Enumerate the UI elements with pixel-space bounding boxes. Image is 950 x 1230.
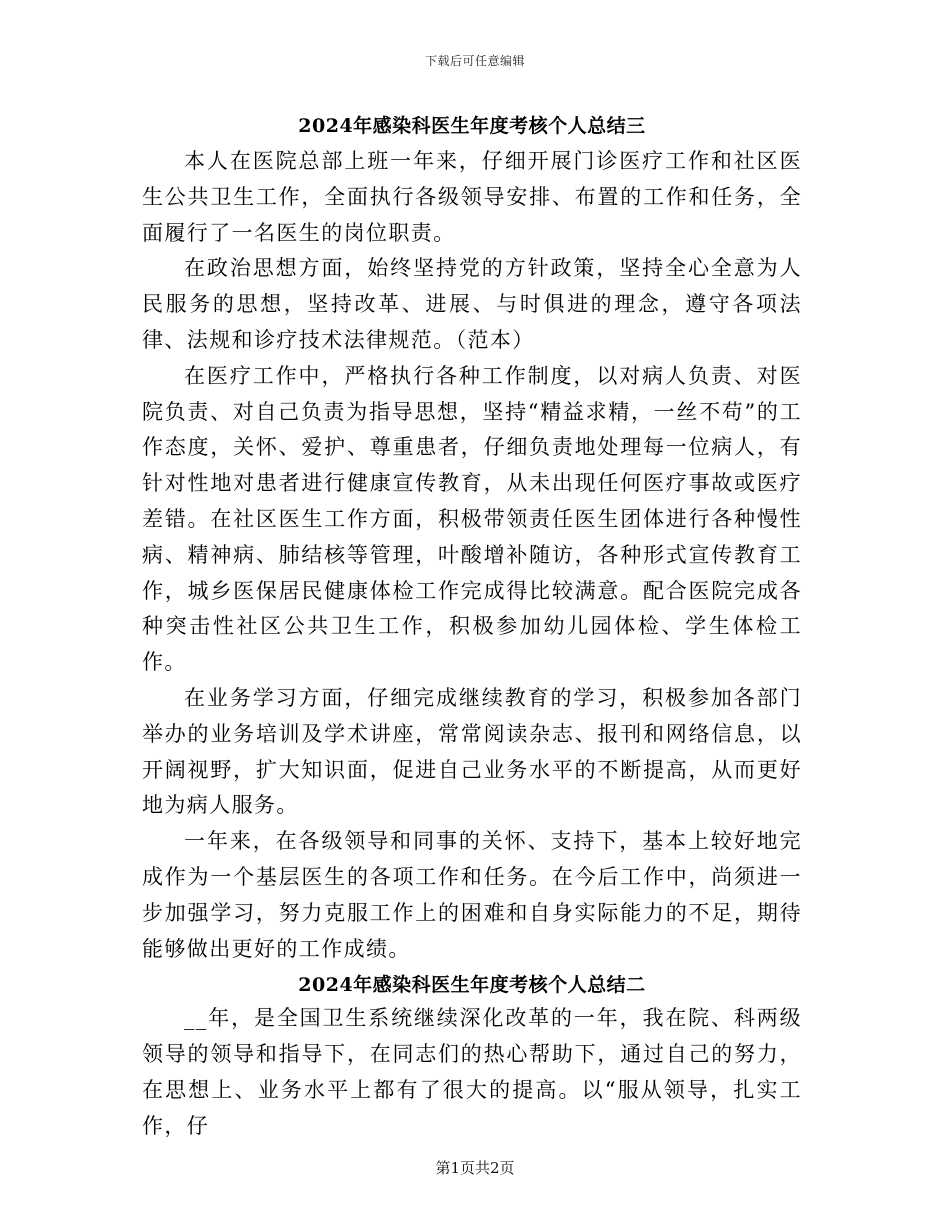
paragraph: __年，是全国卫生系统继续深化改革的一年，我在院、科两级领导的领导和指导下，在同志们的热心帮助下，通过自己的努力，在思想上、业务水平上都有了很大的提高。以“服从领导，扎实工作，仔 (142, 1006, 802, 1138)
paragraph: 一年来，在各级领导和同事的关怀、支持下，基本上较好地完成作为一个基层医生的各项工作和任务。在今后工作中，尚须进一步加强学习，努力克服工作上的困难和自身实际能力的不足，期待能够做出更好的工作成绩。 (142, 829, 802, 961)
paragraph: 本人在医院总部上班一年来，仔细开展门诊医疗工作和社区医生公共卫生工作，全面执行各级领导安排、布置的工作和任务，全面履行了一名医生的岗位职责。 (142, 149, 802, 245)
section-title-1: 2024年感染科医生年度考核个人总结三 (298, 115, 646, 137)
paragraph: 在政治思想方面，始终坚持党的方针政策，坚持全心全意为人民服务的思想，坚持改革、进展、与时俱进的理念，遵守各项法律、法规和诊疗技术法律规范。（范本） (142, 256, 802, 352)
document-body (142, 112, 802, 1145)
section-title-2: 2024年感染科医生年度考核个人总结二 (298, 974, 646, 997)
page-number-footer: 第1页共2页 (435, 1159, 515, 1177)
paragraph: 在医疗工作中，严格执行各种工作制度，以对病人负责、对医院负责、对自己负责为指导思想，坚持“精益求精，一丝不苟”的工作态度，关怀、爱护、尊重患者，仔细负责地处理每一位病人，有针对性地对患者进行健康宣传教育，从未出现任何医疗事故或医疗差错。在社区医生工作方面，积极带领责任医生团体进行各种慢性病、精神病、肺结核等管理，叶酸增补随访，各种形式宣传教育工作，城乡医保居民健康体检工作完成得比较满意。配合医院完成各种突击性社区公共卫生工作，积极参加幼儿园体检、学生体检工作。 (142, 363, 802, 675)
paragraph: 在业务学习方面，仔细完成继续教育的学习，积极参加各部门举办的业务培训及学术讲座，常常阅读杂志、报刊和网络信息，以开阔视野，扩大知识面，促进自己业务水平的不断提高，从而更好地为病人服务。 (142, 685, 802, 818)
header-note: 下载后可任意编辑 (424, 54, 525, 68)
